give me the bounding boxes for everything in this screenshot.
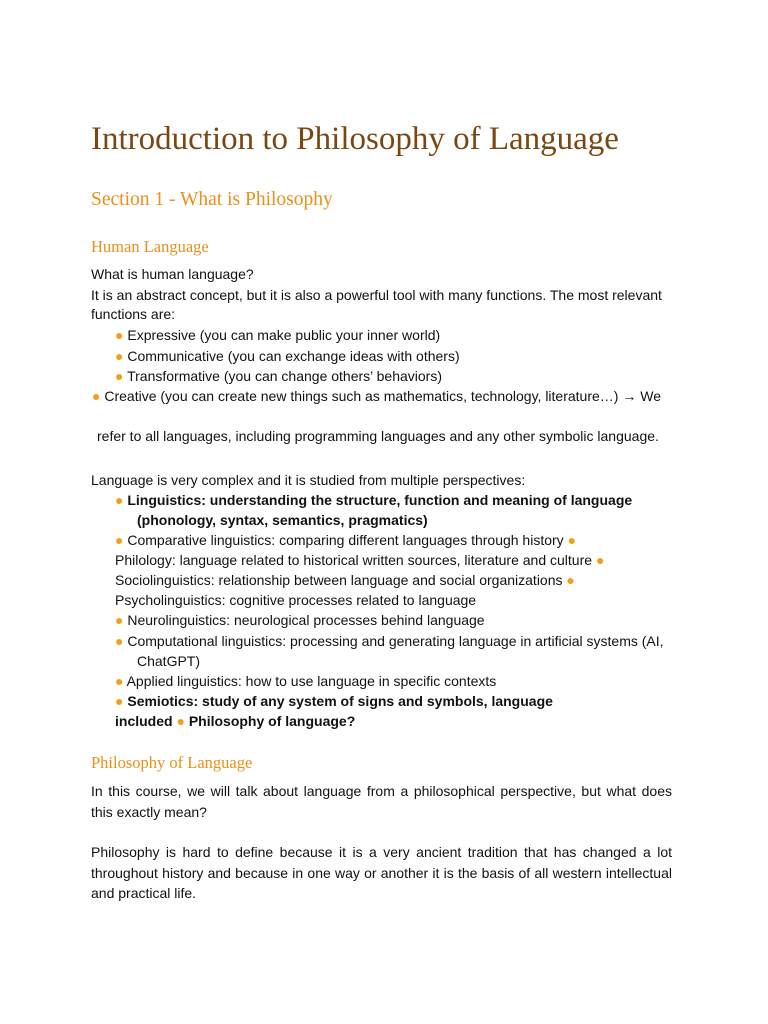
list-item-text: Sociolinguistics: relationship between language and social organizations	[115, 572, 563, 588]
bullet-icon: ●	[595, 552, 605, 568]
list-item	[115, 691, 553, 711]
bullet-icon: ●	[115, 633, 124, 649]
heading-human-language: Human Language	[91, 237, 209, 256]
list-item-text: Philology: language related to historical written sources, literature and culture	[115, 552, 593, 568]
bullet-icon: ●	[115, 327, 124, 343]
list-item-text: Computational linguistics: processing and generating language in artificial systems (AI,	[127, 633, 664, 649]
list-item-text: Semiotics: study of any system of signs and symbols, language	[127, 693, 553, 709]
list-item-text: Neurolinguistics: neurological processes behind language	[127, 612, 485, 628]
bullet-icon: ●	[115, 673, 124, 689]
heading-philosophy-of-language: Philosophy of Language	[91, 753, 253, 772]
list-item-text: Comparative linguistics: comparing different languages through history	[127, 532, 564, 548]
list-item-text: Transformative (you can change others’ behaviors)	[127, 368, 442, 384]
paragraph: In this course, we will talk about language from a philosophical perspective, but what does this exactly mean?	[91, 783, 672, 820]
list-item-text: Applied linguistics: how to use language in specific contexts	[126, 673, 497, 689]
list-item	[115, 711, 355, 731]
list-item-continuation: ChatGPT)	[137, 653, 201, 669]
bullet-icon: ●	[115, 348, 124, 364]
question-line: What is human language?	[91, 266, 254, 282]
list-item-text: included	[115, 713, 173, 729]
intro-line-1: It is an abstract concept, but it is also a powerful tool with many functions. The most relevant	[91, 287, 662, 303]
bullet-icon: ●	[115, 693, 124, 709]
list-item	[115, 490, 632, 510]
section-heading: Section 1 - What is Philosophy	[91, 189, 333, 210]
bullet-icon: ●	[176, 713, 185, 729]
refer-line: refer to all languages, including programming languages and any other symbolic language.	[97, 428, 659, 444]
list-item	[115, 325, 440, 345]
perspectives-intro: Language is very complex and it is studied from multiple perspectives:	[91, 472, 526, 488]
list-item-text: Psycholinguistics: cognitive processes related to language	[115, 592, 477, 608]
list-item	[115, 631, 664, 651]
list-item	[115, 550, 604, 570]
bullet-icon: ●	[115, 532, 124, 548]
list-item	[115, 346, 460, 366]
list-item-continuation: (phonology, syntax, semantics, pragmatics)	[137, 512, 428, 528]
list-item	[115, 590, 476, 610]
list-item-text: Communicative (you can exchange ideas with others)	[127, 348, 460, 364]
list-item	[115, 570, 575, 590]
list-item	[115, 671, 496, 691]
list-item-text: Creative (you can create new things such as mathematics, technology, literature…) → We	[104, 388, 661, 404]
list-item	[115, 366, 442, 386]
bullet-icon: ●	[92, 388, 101, 404]
document-title: Introduction to Philosophy of Language	[91, 121, 619, 157]
bullet-icon: ●	[115, 612, 124, 628]
list-item	[92, 386, 661, 406]
intro-line-2: functions are:	[91, 306, 176, 322]
list-item	[115, 530, 576, 550]
bullet-icon: ●	[115, 368, 124, 384]
list-item-text: Linguistics: understanding the structure, function and meaning of language	[127, 492, 633, 508]
bullet-icon: ●	[567, 532, 577, 548]
bullet-icon: ●	[566, 572, 575, 588]
list-item-text: Philosophy of language?	[188, 713, 356, 729]
bullet-icon: ●	[115, 492, 124, 508]
list-item-text: Expressive (you can make public your inner world)	[127, 327, 441, 343]
paragraph: Philosophy is hard to define because it is a very ancient tradition that has changed a lot throughout history and because in one way or another it is the basis of all western intellectual and practical life.	[91, 844, 672, 901]
list-item	[115, 610, 485, 630]
